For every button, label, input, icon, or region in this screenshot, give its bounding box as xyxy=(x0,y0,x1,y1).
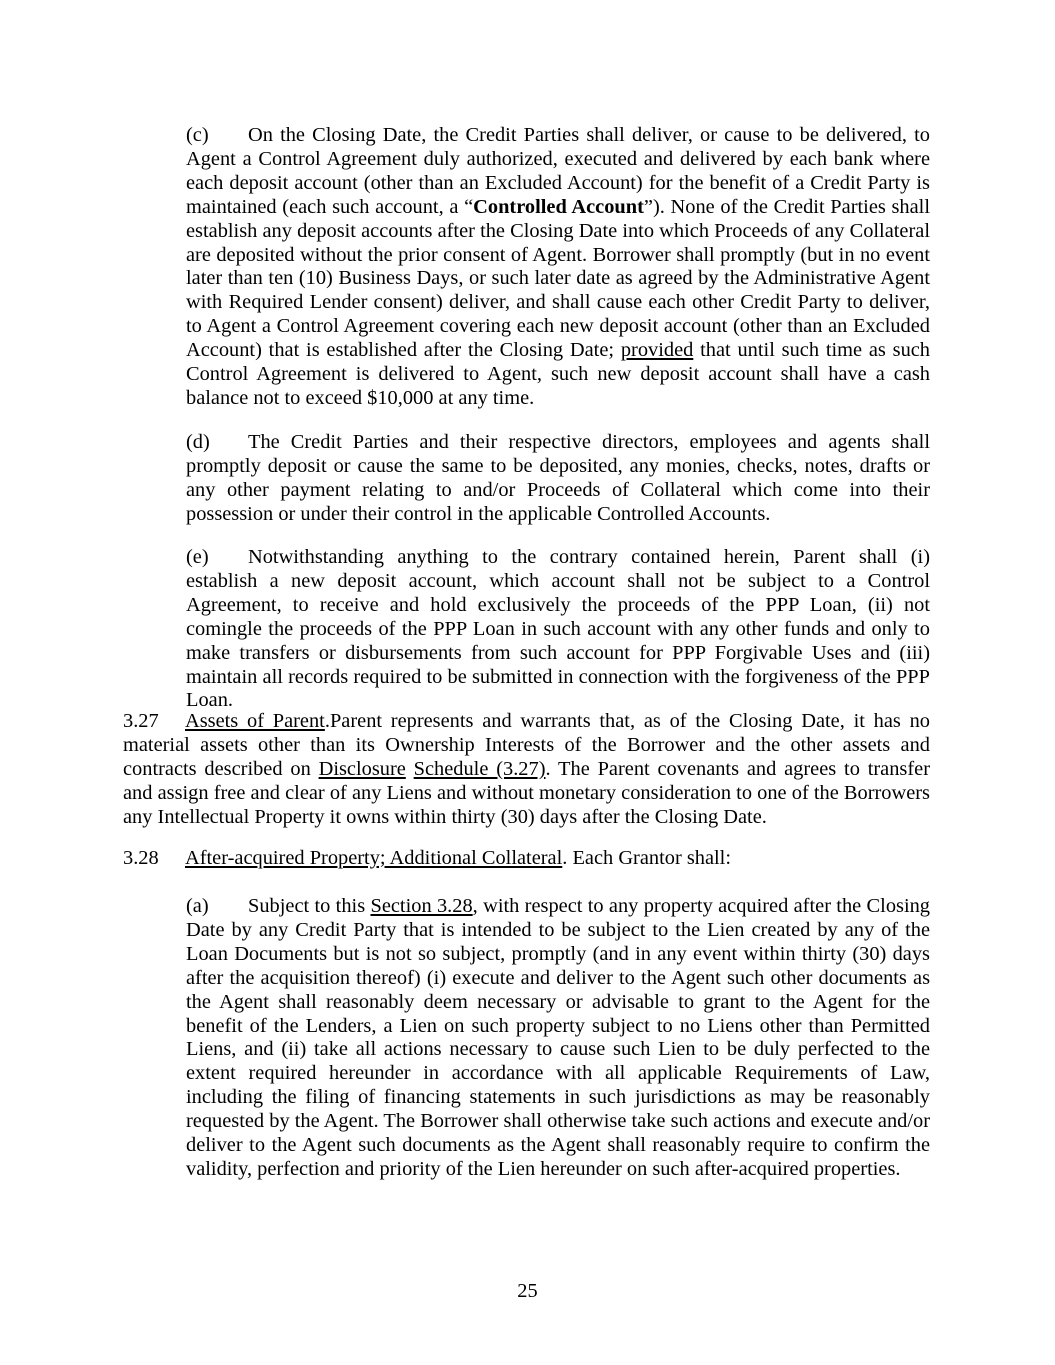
underlined-term: After-acquired Property; Additional Collateral xyxy=(185,847,563,869)
text-segment: . Each Grantor shall: xyxy=(562,847,732,869)
text-segment: .Parent represents and warrants that, as of the Closing Date, it has no material assets other than its Ownership Interests of the Borrower and the other assets and contracts described on xyxy=(123,710,930,780)
text-segment xyxy=(406,758,414,780)
text-segment: that until such time as such Control Agreement is delivered to Agent, such new deposit account shall have a cash balance not to exceed $10,000 at any time. xyxy=(186,339,931,409)
text-segment: On the Closing Date, the Credit Parties shall deliver, or cause to be delivered, to Agent a Control Agreement duly authorized, executed and delivered by each bank where each deposit account (other than an Excluded Account) for the benefit of a Credit Party is maintained (each such account, a “ xyxy=(186,124,930,218)
paragraph-label: (e) xyxy=(186,546,209,568)
paragraph-c xyxy=(186,124,930,411)
paragraph-d xyxy=(186,431,930,527)
paragraph-label: 3.28 xyxy=(123,847,159,869)
text-segment: ”). None of the Credit Parties shall establish any deposit accounts after the Closing Date into which Proceeds of any Collateral are deposited without the prior consent of Agent. Borrower shall promptly (but in no event later than ten (10) Business Days, or such later date as agreed by the Administrative Agent with Required Lender consent) deliver, and shall cause each other Credit Party to deliver, to Agent a Control Agreement covering each new deposit account (other than an Excluded Account) that is established after the Closing Date; xyxy=(186,195,931,362)
section-3-28-heading xyxy=(123,847,930,871)
underlined-term: Disclosure xyxy=(318,757,406,780)
text-segment: The Credit Parties and their respective directors, employees and agents shall promptly deposit or cause the same to be deposited, any monies, checks, notes, drafts or any other payment relating to and/or Proceeds of Collateral which come into their possession or under their control in the applicable Controlled Accounts. xyxy=(186,431,930,525)
underlined-term: Section 3.28 xyxy=(370,895,473,917)
section-3-27 xyxy=(123,710,930,830)
underlined-term: provided xyxy=(620,339,694,362)
text-segment: Subject to this xyxy=(248,895,371,917)
paragraph-3-28-a xyxy=(186,895,930,1182)
underlined-term: Assets of Parent xyxy=(185,710,325,732)
text-segment: . The Parent covenants and agrees to transfer and assign free and clear of any Liens and without monetary consideration to one of the Borrowers any Intellectual Property it owns within thirty (30) days after the Closing Date. xyxy=(123,757,930,828)
text-segment: Notwithstanding anything to the contrary contained herein, Parent shall (i) establish a new deposit account, which account shall not be subject to a Control Agreement, to receive and hold exclusively the proceeds of the PPP Loan, (ii) not comingle the proceeds of the PPP Loan in such account with any other funds and only to make transfers or disbursements from such account for PPP Forgivable Uses and (iii) maintain all records required to be submitted in connection with the forgiveness of the PPP Loan. xyxy=(186,546,930,712)
underlined-term: Schedule (3.27) xyxy=(413,757,546,780)
text-segment: , with respect to any property acquired after the Closing Date by any Credit Party that is intended to be subject to the Lien created by any of the Loan Documents but is not so subject, promptly (and in any event within thirty (30) days after the acquisition thereof) (i) execute and deliver to the Agent such other documents as the Agent shall reasonably deem necessary or advisable to grant to the Agent for the benefit of the Lenders, a Lien on such property subject to no Liens other than Permitted Liens, and (ii) take all actions necessary to cause such Lien to be duly perfected to the extent required hereunder in accordance with all applicable Requirements of Law, including the filing of financing statements in such jurisdictions as may be reasonably requested by the Agent. The Borrower shall otherwise take such actions and execute and/or deliver to the Agent such documents as the Agent shall reasonably require to confirm the validity, perfection and priority of the Lien hereunder on such after-acquired properties. xyxy=(186,895,931,1180)
paragraph-label: (a) xyxy=(186,895,209,917)
page-number: 25 xyxy=(517,1280,538,1302)
paragraph-label: 3.27 xyxy=(123,710,159,732)
defined-term: Controlled Account xyxy=(473,195,644,218)
paragraph-label: (c) xyxy=(186,124,209,146)
paragraph-label: (d) xyxy=(186,431,210,453)
paragraph-e xyxy=(186,546,930,713)
